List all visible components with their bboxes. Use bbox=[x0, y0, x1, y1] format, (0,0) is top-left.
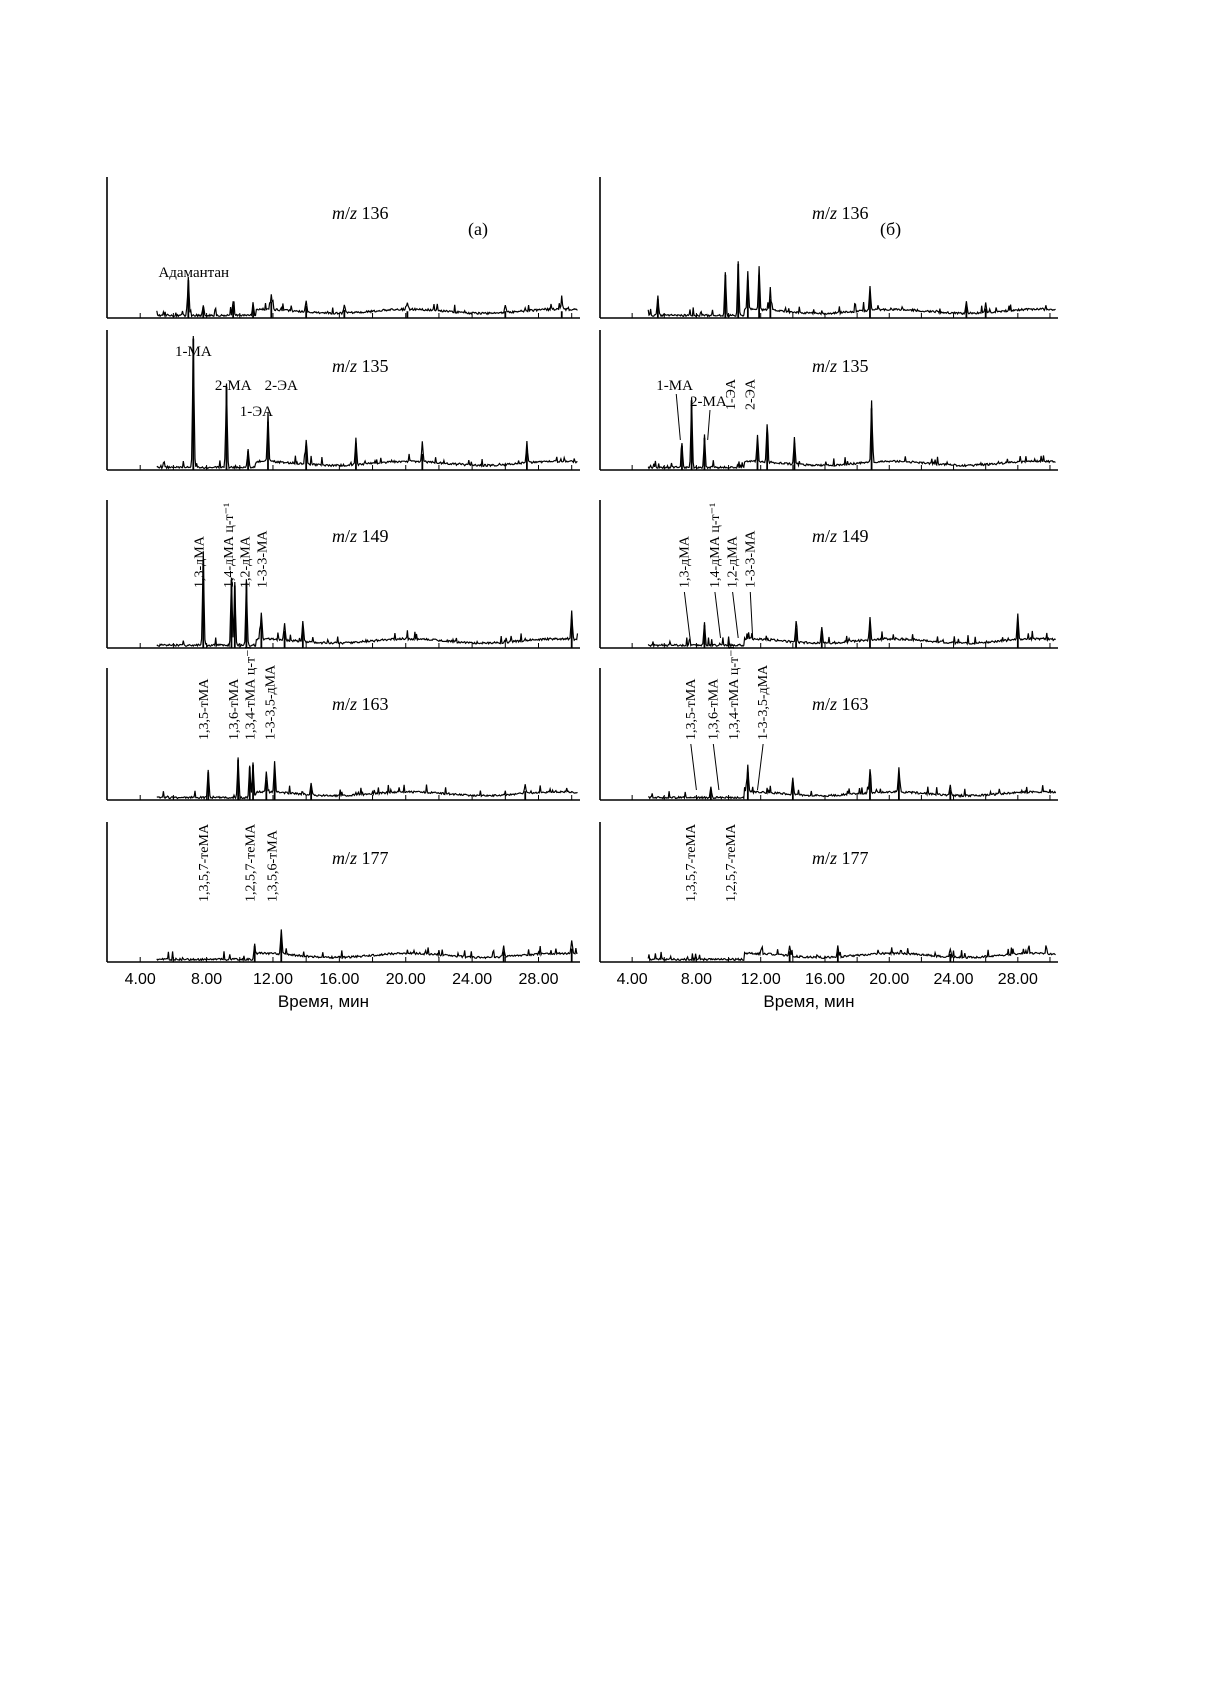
peak-label-0: 1,3,5-тМА bbox=[683, 678, 699, 740]
x-axis-title: Время, мин bbox=[763, 992, 855, 1011]
peak-label-1: 1,4-дМА ц-т⁻¹ bbox=[222, 502, 238, 588]
peak-label-2: 1,3,4-тМА ц-т⁻¹ bbox=[243, 645, 259, 740]
peak-label-3: 1-3-3,5-дМА bbox=[263, 664, 279, 740]
chromatogram-trace bbox=[157, 551, 578, 646]
x-axis-title: Время, мин bbox=[277, 992, 370, 1011]
x-axis-labels-a bbox=[125, 971, 559, 1011]
chromatogram-panel-a-mz163 bbox=[107, 645, 580, 800]
peak-arrow-2 bbox=[733, 592, 739, 638]
mz-label: m/z 136 bbox=[812, 203, 869, 223]
peak-label-0: 1,3,5,7-теМА bbox=[197, 823, 213, 902]
mz-label: m/z 163 bbox=[332, 694, 389, 714]
x-tick-label-28.00: 28.00 bbox=[518, 971, 559, 988]
peak-label-1: 1,3,6-тМА bbox=[706, 678, 722, 740]
mz-label: m/z 135 bbox=[812, 356, 869, 376]
peak-label-0: 1,3-дМА bbox=[677, 536, 693, 588]
x-tick-label-12.00: 12.00 bbox=[252, 971, 293, 988]
peak-label-0: 1,3,5-тМА bbox=[197, 678, 213, 740]
mz-label: m/z 177 bbox=[812, 848, 869, 868]
peak-arrow-0 bbox=[684, 592, 690, 638]
peak-label-3: 1-3-3-МА bbox=[743, 530, 759, 588]
peak-label-2: 1-ЭА bbox=[724, 378, 739, 410]
peak-label-1: 1,2,5,7-теМА bbox=[724, 823, 739, 902]
chromatogram-panel-a-mz135 bbox=[107, 330, 580, 470]
peak-label-1: 2-МА bbox=[214, 378, 252, 394]
peak-label-0: 1-МА bbox=[175, 344, 212, 360]
x-axes-layer bbox=[125, 971, 1038, 1011]
x-tick-label-8.00: 8.00 bbox=[191, 971, 223, 988]
chromatogram-trace bbox=[648, 614, 1055, 647]
chromatogram-panel-b-mz136 bbox=[600, 177, 1058, 318]
peak-label-1: 1,2,5,7-теМА bbox=[243, 823, 259, 902]
peak-arrow-0 bbox=[676, 394, 680, 440]
peak-label-0: 1,3-дМА bbox=[192, 536, 208, 588]
mz-label: m/z 149 bbox=[332, 526, 389, 546]
x-tick-label-20.00: 20.00 bbox=[869, 971, 910, 988]
panel-letter: (а) bbox=[468, 219, 488, 239]
chromatogram-trace bbox=[157, 929, 578, 960]
x-tick-label-28.00: 28.00 bbox=[997, 971, 1038, 988]
peak-label-0: 1,3,5,7-теМА bbox=[683, 823, 699, 902]
mz-label: m/z 135 bbox=[332, 356, 389, 376]
peak-label-2: 1,2-дМА bbox=[725, 536, 741, 588]
mz-label: m/z 136 bbox=[332, 203, 389, 223]
x-tick-label-8.00: 8.00 bbox=[680, 971, 712, 988]
mz-label: m/z 177 bbox=[332, 848, 389, 868]
chromatogram-panel-b-mz135 bbox=[600, 330, 1058, 470]
peak-label-1: 1,4-дМА ц-т⁻¹ bbox=[707, 502, 723, 588]
peak-label-2: 1,2-дМА bbox=[238, 536, 254, 588]
chromatogram-panel-b-mz177 bbox=[600, 822, 1058, 962]
x-tick-label-20.00: 20.00 bbox=[385, 971, 426, 988]
peak-label-3: 1-3-3-МА bbox=[255, 530, 271, 588]
mz-label: m/z 163 bbox=[812, 694, 869, 714]
peak-arrow-3 bbox=[757, 744, 763, 790]
chromatogram-trace bbox=[157, 757, 578, 798]
panels-layer bbox=[107, 177, 1058, 962]
chromatogram-trace bbox=[648, 945, 1055, 960]
peak-label-3: 1-3-3,5-дМА bbox=[756, 664, 772, 740]
peak-label-0: 1-МА bbox=[656, 378, 693, 394]
panel-letter: (б) bbox=[880, 219, 902, 239]
mz-label: m/z 149 bbox=[812, 526, 869, 546]
chromatogram-trace bbox=[157, 277, 578, 316]
x-tick-label-16.00: 16.00 bbox=[804, 971, 846, 988]
peak-label-2: 1,3,4-тМА ц-т⁻¹ bbox=[727, 645, 743, 740]
x-axis-labels-b bbox=[617, 971, 1038, 1011]
peak-label-1: 1,3,6-тМА bbox=[227, 678, 243, 740]
peak-label-3: 2-ЭА bbox=[264, 378, 298, 394]
peak-arrow-3 bbox=[750, 592, 752, 638]
x-tick-label-24.00: 24.00 bbox=[452, 971, 493, 988]
x-tick-label-4.00: 4.00 bbox=[616, 971, 648, 988]
chromatogram-panel-b-mz163 bbox=[600, 645, 1058, 800]
chromatogram-trace bbox=[648, 765, 1055, 799]
x-tick-label-24.00: 24.00 bbox=[933, 971, 974, 988]
peak-label-0: Адамантан bbox=[158, 265, 230, 281]
chromatogram-panel-a-mz149 bbox=[107, 500, 580, 648]
chromatogram-panel-b-mz149 bbox=[600, 500, 1058, 648]
chromatogram-panel-a-mz136 bbox=[107, 177, 580, 318]
peak-arrow-1 bbox=[713, 744, 719, 790]
x-tick-label-4.00: 4.00 bbox=[124, 971, 156, 988]
chromatogram-panel-a-mz177 bbox=[107, 822, 580, 962]
peak-arrow-0 bbox=[691, 744, 697, 790]
peak-label-2: 1-ЭА bbox=[239, 404, 274, 420]
peak-label-2: 1,3,5,6-тМА bbox=[265, 830, 281, 902]
peak-label-3: 2-ЭА bbox=[743, 378, 759, 410]
peak-arrow-1 bbox=[708, 410, 710, 440]
peak-arrow-1 bbox=[715, 592, 721, 638]
chromatogram-trace bbox=[648, 261, 1055, 316]
peak-label-1: 2-МА bbox=[689, 394, 727, 410]
x-tick-label-16.00: 16.00 bbox=[319, 971, 360, 988]
x-tick-label-12.00: 12.00 bbox=[740, 971, 781, 988]
